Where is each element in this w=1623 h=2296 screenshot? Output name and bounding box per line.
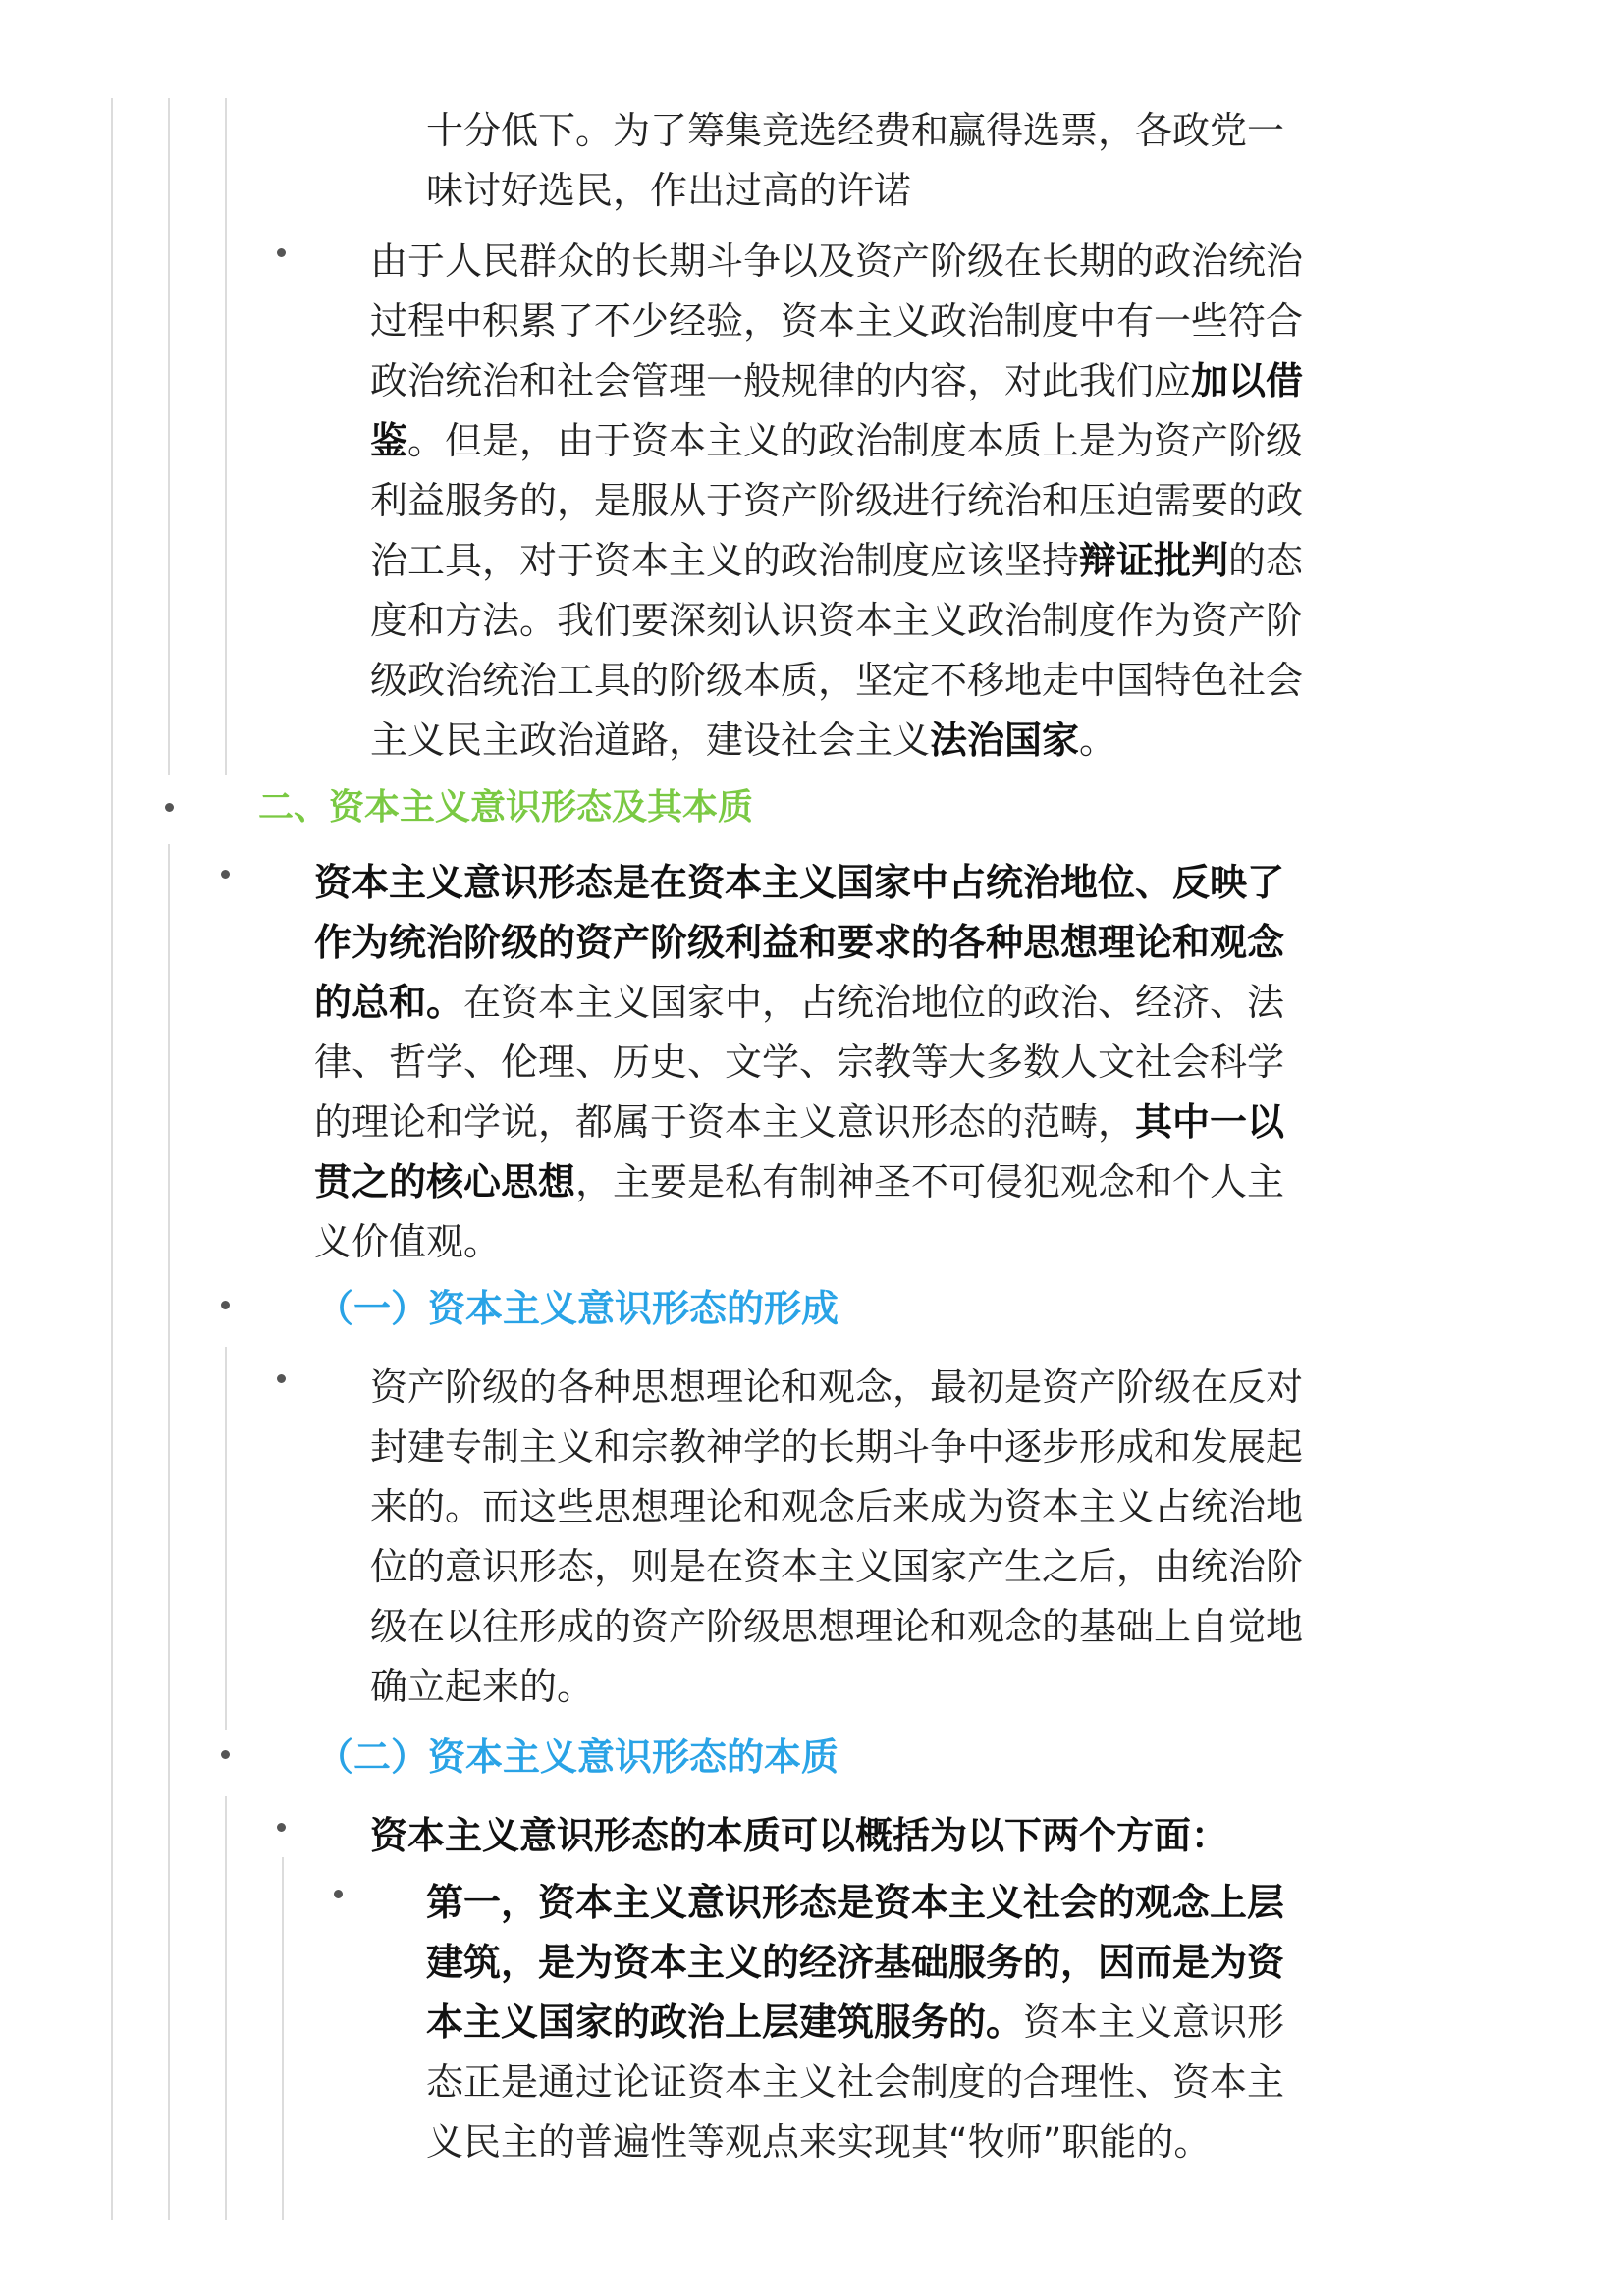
text-line: 封建专制主义和宗教神学的长期斗争中逐步形成和发展起 [370, 1425, 1304, 1468]
text-line: 级在以往形成的资产阶级思想理论和观念的基础上自觉地 [370, 1605, 1304, 1648]
text-line [426, 1933, 1284, 1993]
text-run: 的理论和学说，都属于资本主义意识形态的范畴， [314, 1100, 1136, 1144]
text-line: 十分低下。为了筹集竞选经费和赢得选票，各政党一 [426, 109, 1285, 152]
emphasis: 贯之的核心思想 [314, 1160, 576, 1203]
text-run: 主义民主政治道路，建设社会主义 [370, 719, 931, 762]
text-run: 。但是，由于资本主义的政治制度本质上是为资产阶级 [407, 419, 1304, 462]
emphasis: 资本主义意识形态是在资本主义国家中占统治地位、反映了 [314, 861, 1285, 904]
subsection-heading: （二）资本主义意识形态的本质 [316, 1735, 839, 1779]
text-line: 位的意识形态，则是在资本主义国家产生之后，由统治阶 [370, 1545, 1304, 1588]
indent-guide-level2 [168, 844, 170, 2220]
indent-guide-level2 [168, 98, 170, 775]
text-run: 治工具，对于资本主义的政治制度应该坚持 [370, 539, 1080, 582]
emphasis: 鉴 [370, 419, 408, 462]
text-line [370, 1806, 1228, 1866]
indent-guide-level3 [225, 1347, 227, 1730]
text-line: 过程中积累了不少经验，资本主义政治制度中有一些符合 [370, 299, 1304, 343]
bullet [221, 1750, 230, 1759]
indent-guide-level3 [225, 1796, 227, 2220]
text-run: 在资本主义国家中，占统治地位的政治、经济、法 [463, 981, 1285, 1024]
paragraph-ideology-formation [370, 1358, 1303, 1717]
continuation-text [426, 101, 1284, 221]
text-line: 律、哲学、伦理、历史、文学、宗教等大多数人文社会科学 [314, 1041, 1285, 1084]
text-line [314, 913, 1284, 973]
text-line: 确立起来的。 [370, 1665, 595, 1708]
text-run: 的态 [1228, 539, 1304, 582]
indent-guide-level1 [111, 98, 113, 2220]
text-run: ，主要是私有制神圣不可侵犯观念和个人主 [575, 1160, 1285, 1203]
bullet [277, 248, 286, 257]
text-line: 利益服务的，是服从于资产阶级进行统治和压迫需要的政 [370, 479, 1304, 522]
text-line: 态正是通过论证资本主义社会制度的合理性、资本主 [426, 2060, 1285, 2104]
paragraph-political-system-reference [370, 232, 1303, 771]
emphasis: 第一，资本主义意识形态是资本主义社会的观念上层 [426, 1881, 1285, 1924]
text-line: 来的。而这些思想理论和观念后来成为资本主义占统治地 [370, 1485, 1304, 1528]
bullet [221, 1301, 230, 1309]
indent-guide-level4 [282, 1857, 284, 2220]
paragraph-essence-first [426, 1873, 1284, 2172]
indent-guide-level3 [225, 98, 227, 775]
text-line [314, 1152, 1284, 1212]
text-run: 资本主义意识形 [1023, 2001, 1285, 2044]
text-line [426, 1873, 1284, 1933]
text-line: 味讨好选民，作出过高的许诺 [426, 169, 912, 212]
bullet [277, 1374, 286, 1383]
text-line [314, 973, 1284, 1033]
emphasis: 辩证批判 [1079, 539, 1229, 582]
emphasis: 建筑，是为资本主义的经济基础服务的，因而是为资 [426, 1941, 1285, 1984]
emphasis: 其中一以 [1135, 1100, 1285, 1144]
bullet [165, 803, 174, 812]
emphasis: 法治国家 [930, 719, 1080, 762]
bullet [277, 1823, 286, 1832]
bullet [221, 870, 230, 879]
emphasis: 资本主义意识形态的本质可以概括为以下两个方面： [370, 1814, 1229, 1857]
bullet [334, 1890, 343, 1898]
text-line [314, 853, 1284, 913]
text-line: 度和方法。我们要深刻认识资本主义政治制度作为资产阶 [370, 599, 1304, 642]
text-line [370, 351, 1303, 411]
text-line: 级政治统治工具的阶级本质，坚定不移地走中国特色社会 [370, 659, 1304, 702]
text-line: 资产阶级的各种思想理论和观念，最初是资产阶级在反对 [370, 1365, 1304, 1409]
text-line [370, 531, 1303, 591]
paragraph-essence-intro [370, 1806, 1228, 1866]
emphasis: 作为统治阶级的资产阶级利益和要求的各种思想理论和观念 [314, 921, 1285, 964]
text-run: 。 [1079, 719, 1117, 762]
text-line: 由于人民群众的长期斗争以及资产阶级在长期的政治统治 [370, 240, 1304, 283]
text-line [426, 1993, 1284, 2053]
emphasis: 本主义国家的政治上层建筑服务的。 [426, 2001, 1024, 2044]
text-line: 义价值观。 [314, 1220, 502, 1263]
text-line [370, 711, 1303, 771]
paragraph-ideology-definition [314, 853, 1284, 1272]
text-line: 义民主的普遍性等观点来实现其“牧师”职能的。 [426, 2120, 1212, 2163]
text-run: 政治统治和社会管理一般规律的内容，对此我们应 [370, 359, 1192, 402]
subsection-heading: （一）资本主义意识形态的形成 [316, 1287, 839, 1330]
text-line [370, 411, 1303, 471]
text-line [314, 1093, 1284, 1152]
section-heading: 二、资本主义意识形态及其本质 [258, 787, 754, 828]
emphasis: 加以借 [1191, 359, 1304, 402]
emphasis: 的总和。 [314, 981, 464, 1024]
